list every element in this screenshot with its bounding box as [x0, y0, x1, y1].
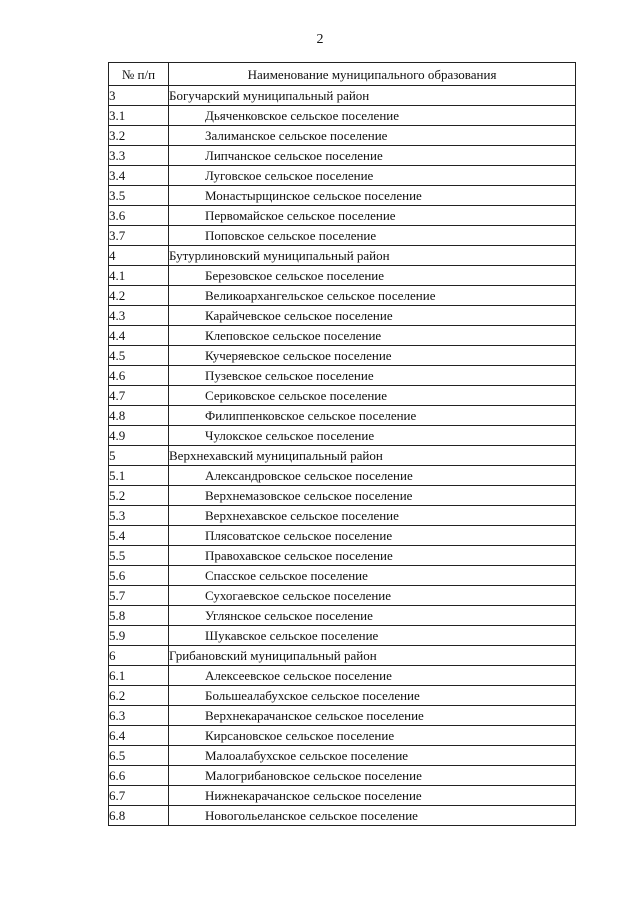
row-name: Кирсановское сельское поселение: [169, 726, 576, 746]
row-number: 6.4: [109, 726, 169, 746]
settlement-row: [109, 266, 576, 286]
row-number: 6.6: [109, 766, 169, 786]
settlement-row: [109, 546, 576, 566]
row-name: Филиппенковское сельское поселение: [169, 406, 576, 426]
row-number: 5.9: [109, 626, 169, 646]
settlement-row: [109, 406, 576, 426]
row-name: Сухогаевское сельское поселение: [169, 586, 576, 606]
settlement-row: [109, 306, 576, 326]
row-number: 6.5: [109, 746, 169, 766]
row-name: Верхнехавский муниципальный район: [169, 446, 576, 466]
settlement-row: [109, 626, 576, 646]
row-name: Липчанское сельское поселение: [169, 146, 576, 166]
row-number: 3.4: [109, 166, 169, 186]
row-number: 5.3: [109, 506, 169, 526]
row-number: 4.9: [109, 426, 169, 446]
row-number: 4.4: [109, 326, 169, 346]
settlement-row: [109, 186, 576, 206]
district-row: [109, 86, 576, 106]
row-name: Александровское сельское поселение: [169, 466, 576, 486]
settlement-row: [109, 746, 576, 766]
settlement-row: [109, 586, 576, 606]
row-name: Спасское сельское поселение: [169, 566, 576, 586]
settlement-row: [109, 326, 576, 346]
table-header-row: [109, 63, 576, 86]
settlement-row: [109, 286, 576, 306]
row-number: 3.7: [109, 226, 169, 246]
settlement-row: [109, 526, 576, 546]
row-name: Грибановский муниципальный район: [169, 646, 576, 666]
row-number: 5.1: [109, 466, 169, 486]
row-name: Сериковское сельское поселение: [169, 386, 576, 406]
settlement-row: [109, 146, 576, 166]
row-name: Березовское сельское поселение: [169, 266, 576, 286]
row-name: Пузевское сельское поселение: [169, 366, 576, 386]
row-number: 5.5: [109, 546, 169, 566]
row-number: 3.2: [109, 126, 169, 146]
settlement-row: [109, 106, 576, 126]
column-header-number: № п/п: [109, 63, 169, 86]
settlement-row: [109, 226, 576, 246]
row-name: Залиманское сельское поселение: [169, 126, 576, 146]
row-name: Луговское сельское поселение: [169, 166, 576, 186]
row-number: 5.4: [109, 526, 169, 546]
settlement-row: [109, 206, 576, 226]
row-number: 5.8: [109, 606, 169, 626]
row-number: 5.7: [109, 586, 169, 606]
row-name: Верхнехавское сельское поселение: [169, 506, 576, 526]
settlement-row: [109, 686, 576, 706]
row-number: 6.1: [109, 666, 169, 686]
row-name: Правохавское сельское поселение: [169, 546, 576, 566]
row-name: Алексеевское сельское поселение: [169, 666, 576, 686]
row-number: 4.6: [109, 366, 169, 386]
row-name: Малоалабухское сельское поселение: [169, 746, 576, 766]
settlement-row: [109, 566, 576, 586]
row-name: Клеповское сельское поселение: [169, 326, 576, 346]
settlement-row: [109, 786, 576, 806]
row-name: Кучеряевское сельское поселение: [169, 346, 576, 366]
row-name: Новогольеланское сельское поселение: [169, 806, 576, 826]
row-number: 4: [109, 246, 169, 266]
row-number: 3.6: [109, 206, 169, 226]
settlement-row: [109, 126, 576, 146]
row-name: Великоархангельское сельское поселение: [169, 286, 576, 306]
settlement-row: [109, 706, 576, 726]
row-number: 4.8: [109, 406, 169, 426]
row-number: 3.3: [109, 146, 169, 166]
row-number: 6.8: [109, 806, 169, 826]
settlement-row: [109, 166, 576, 186]
district-row: [109, 646, 576, 666]
row-number: 3.1: [109, 106, 169, 126]
row-number: 4.7: [109, 386, 169, 406]
settlement-row: [109, 606, 576, 626]
municipal-registry-table: [108, 62, 576, 826]
page-number: 2: [316, 32, 324, 47]
row-name: Верхнекарачанское сельское поселение: [169, 706, 576, 726]
settlement-row: [109, 726, 576, 746]
row-name: Углянское сельское поселение: [169, 606, 576, 626]
row-number: 3.5: [109, 186, 169, 206]
settlement-row: [109, 486, 576, 506]
row-name: Карайчевское сельское поселение: [169, 306, 576, 326]
row-name: Первомайское сельское поселение: [169, 206, 576, 226]
settlement-row: [109, 426, 576, 446]
settlement-row: [109, 386, 576, 406]
row-name: Богучарский муниципальный район: [169, 86, 576, 106]
row-number: 4.1: [109, 266, 169, 286]
district-row: [109, 246, 576, 266]
row-number: 3: [109, 86, 169, 106]
row-name: Шукавское сельское поселение: [169, 626, 576, 646]
settlement-row: [109, 466, 576, 486]
row-name: Монастырщинское сельское поселение: [169, 186, 576, 206]
row-name: Бутурлиновский муниципальный район: [169, 246, 576, 266]
row-number: 4.2: [109, 286, 169, 306]
row-name: Дьяченковское сельское поселение: [169, 106, 576, 126]
row-name: Поповское сельское поселение: [169, 226, 576, 246]
row-name: Малогрибановское сельское поселение: [169, 766, 576, 786]
settlement-row: [109, 506, 576, 526]
row-name: Чулокское сельское поселение: [169, 426, 576, 446]
row-number: 5: [109, 446, 169, 466]
row-name: Верхнемазовское сельское поселение: [169, 486, 576, 506]
row-number: 6.2: [109, 686, 169, 706]
district-row: [109, 446, 576, 466]
settlement-row: [109, 806, 576, 826]
row-number: 6.7: [109, 786, 169, 806]
settlement-row: [109, 346, 576, 366]
row-name: Плясоватское сельское поселение: [169, 526, 576, 546]
settlement-row: [109, 666, 576, 686]
settlement-row: [109, 366, 576, 386]
table-body: [109, 86, 576, 826]
row-number: 4.3: [109, 306, 169, 326]
row-name: Нижнекарачанское сельское поселение: [169, 786, 576, 806]
column-header-name: Наименование муниципального образования: [169, 63, 576, 86]
row-number: 5.2: [109, 486, 169, 506]
row-number: 6: [109, 646, 169, 666]
row-name: Большеалабухское сельское поселение: [169, 686, 576, 706]
row-number: 5.6: [109, 566, 169, 586]
row-number: 4.5: [109, 346, 169, 366]
row-number: 6.3: [109, 706, 169, 726]
settlement-row: [109, 766, 576, 786]
